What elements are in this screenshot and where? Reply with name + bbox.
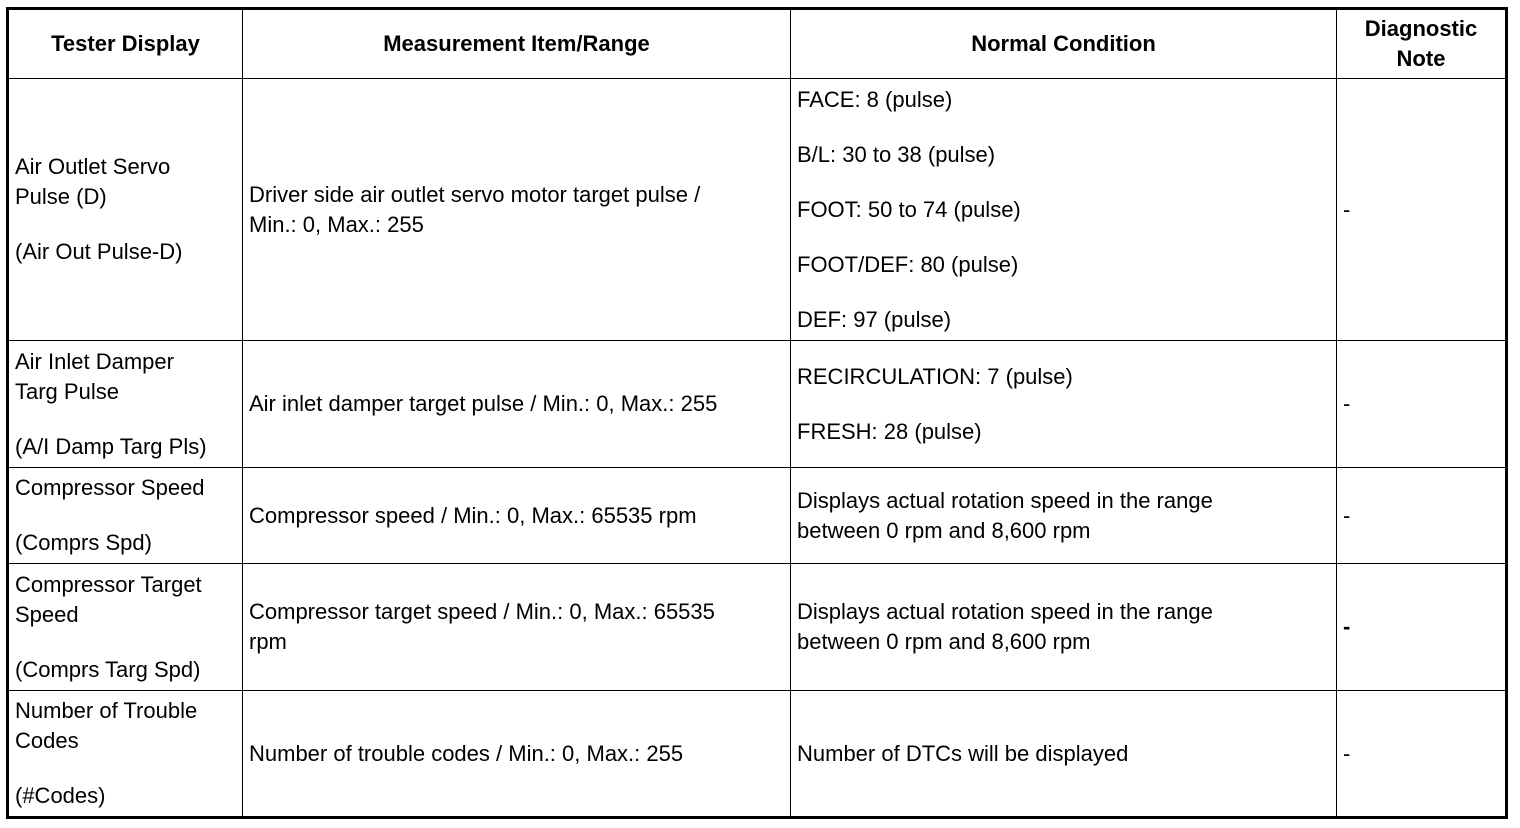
- normal-condition-cell: [791, 564, 1337, 691]
- display-name-line: Number of Trouble: [15, 698, 198, 723]
- tester-display-cell: [8, 341, 243, 468]
- display-name-line: Air Outlet Servo: [15, 154, 171, 179]
- header-diagnostic-note-line1: Diagnostic: [1364, 16, 1478, 41]
- header-diagnostic-note-line2: Note: [1396, 46, 1446, 71]
- header-diagnostic-note: [1337, 9, 1507, 79]
- display-name-line: Air Inlet Damper: [15, 348, 174, 374]
- measurement-cell: [243, 79, 791, 341]
- tester-display-cell: [8, 79, 243, 341]
- normal-condition-line: B/L: 30 to 38 (pulse): [797, 141, 996, 167]
- table-row: [8, 691, 1507, 818]
- normal-condition-cell: [791, 79, 1337, 341]
- measurement-line: Driver side air outlet servo motor target pulse /: [249, 181, 701, 207]
- display-abbreviation: (Comprs Targ Spd): [15, 656, 201, 682]
- display-name-line: Compressor Target: [15, 571, 202, 597]
- display-name-line: Codes: [15, 728, 79, 753]
- diagnostic-note-cell: -: [1337, 341, 1507, 468]
- display-name-line: Pulse (D): [15, 184, 107, 209]
- measurement-line: rpm: [249, 629, 287, 654]
- normal-condition-line: FOOT/DEF: 80 (pulse): [797, 251, 1019, 277]
- normal-condition-line: DEF: 97 (pulse): [797, 306, 952, 332]
- header-measurement: Measurement Item/Range: [243, 9, 791, 79]
- table-row: [8, 341, 1507, 468]
- table-row: [8, 468, 1507, 564]
- normal-condition-cell: Number of DTCs will be displayed: [791, 691, 1337, 818]
- header-normal-condition: Normal Condition: [791, 9, 1337, 79]
- tester-display-cell: [8, 564, 243, 691]
- diagnostic-note-cell: -: [1337, 564, 1507, 691]
- normal-condition-cell: [791, 341, 1337, 468]
- display-name-line: Compressor Speed: [15, 475, 205, 500]
- table-row: [8, 79, 1507, 341]
- tester-display-cell: [8, 468, 243, 564]
- header-tester-display: Tester Display: [8, 9, 243, 79]
- normal-condition-line: FACE: 8 (pulse): [797, 86, 953, 112]
- display-abbreviation: (A/I Damp Targ Pls): [15, 433, 207, 459]
- display-name-line: Speed: [15, 601, 79, 627]
- display-abbreviation: (#Codes): [15, 783, 106, 808]
- table-row: [8, 564, 1507, 691]
- diagnostic-note-cell: -: [1337, 691, 1507, 818]
- normal-condition-cell: [791, 468, 1337, 564]
- data-list-sheet: [6, 7, 1508, 819]
- measurement-cell: Compressor speed / Min.: 0, Max.: 65535 rpm: [243, 468, 791, 564]
- display-abbreviation: (Air Out Pulse-D): [15, 239, 183, 264]
- normal-condition-line: Displays actual rotation speed in the range: [797, 599, 1213, 624]
- tester-display-cell: [8, 691, 243, 818]
- measurement-line: Min.: 0, Max.: 255: [249, 211, 424, 237]
- display-name-line: Targ Pulse: [15, 378, 119, 404]
- display-abbreviation: (Comprs Spd): [15, 530, 152, 555]
- normal-condition-line: Displays actual rotation speed in the range: [797, 487, 1213, 513]
- measurement-cell: [243, 564, 791, 691]
- normal-condition-line: FRESH: 28 (pulse): [797, 418, 982, 444]
- normal-condition-line: FOOT: 50 to 74 (pulse): [797, 196, 1021, 222]
- diagnostic-note-cell: -: [1337, 79, 1507, 341]
- header-row: [8, 9, 1507, 79]
- measurement-cell: Number of trouble codes / Min.: 0, Max.: 255: [243, 691, 791, 818]
- normal-condition-line: RECIRCULATION: 7 (pulse): [797, 363, 1073, 389]
- normal-condition-line: between 0 rpm and 8,600 rpm: [797, 629, 1091, 654]
- data-list-table: [6, 7, 1508, 819]
- diagnostic-note-cell: -: [1337, 468, 1507, 564]
- measurement-line: Compressor target speed / Min.: 0, Max.: 65535: [249, 599, 715, 624]
- normal-condition-line: between 0 rpm and 8,600 rpm: [797, 517, 1091, 543]
- measurement-cell: Air inlet damper target pulse / Min.: 0, Max.: 255: [243, 341, 791, 468]
